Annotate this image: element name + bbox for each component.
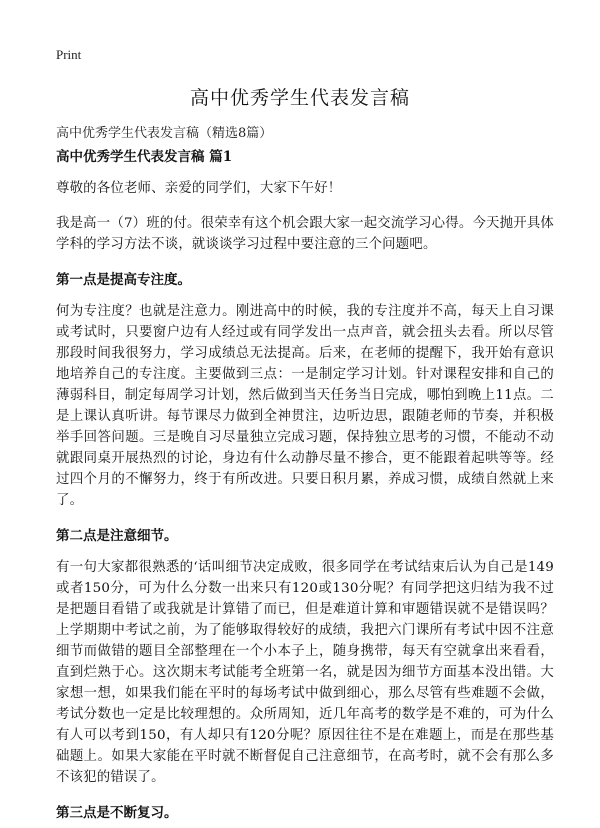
print-label[interactable]: Print xyxy=(56,47,82,62)
greeting-paragraph: 尊敬的各位老师、亲爱的同学们，大家下午好！ xyxy=(56,181,342,196)
section-heading-2: 第二点是注意细节。 xyxy=(56,528,178,544)
article-content xyxy=(56,146,554,824)
intro-paragraph: 我是高一（7）班的付。很荣幸有这个机会跟大家一起交流学习心得。今天抛开具体学科的学习方法不谈，就谈谈学习过程中要注意的三个问题吧。 xyxy=(56,216,554,252)
page-title: 高中优秀学生代表发言稿 xyxy=(189,87,410,109)
document-subtitle: 高中优秀学生代表发言稿（精选8篇） xyxy=(56,126,273,141)
section-body-2: 有一句大家都很熟悉的‘话叫细节决定成败，很多同学在考试结束后认为自己是149或者150分，可为什么分数一出来只有120或130分呢？有同学把这归结为我不过是把题目看错了或我就是计算错了而已，但是难道计算和审题错误就不是错误吗？上学期期中考试之前，为了能够取得较好的成绩，我把六门课所有考试中因不注意细节而做错的题目全部整理在一个小本子上，随身携带，每天有空就拿出来看看，直到烂熟于心。这次期末考试能考全班第一名，就是因为细节方面基本没出错。大家想一想，如果我们能在平时的每场考试中做到细心，那么尽管有些难题不会做，考试分数也一定是比较理想的。众所周知，近几年高考的数学是不难的，可为什么有人可以考到150，有人却只有120分呢？原因往往不是在难题上，而是在那些基础题上。如果大家能在平时就不断督促自己注意细节，在高考时，就不会有那么多不该犯的错误了。 xyxy=(56,560,554,785)
section-heading-1: 第一点是提高专注度。 xyxy=(56,272,191,288)
article-heading: 高中优秀学生代表发言稿 篇1 xyxy=(56,149,233,165)
section-heading-3: 第三点是不断复习。 xyxy=(56,805,178,821)
section-body-1: 何为专注度？也就是注意力。刚进高中的时候，我的专注度并不高，每天上自习课或考试时，只要窗户边有人经过或有同学发出一点声音，就会扭头去看。所以尽管那段时间我很努力，学习成绩总无法提高。后来，在老师的提醒下，我开始有意识地培养自己的专注度。主要做到三点：一是制定学习计划。针对课程安排和自己的薄弱科目，制定每周学习计划，然后做到当天任务当日完成，哪怕到晚上11点。二是上课认真听讲。每节课尽力做到全神贯注，边听边思，跟随老师的节奏，并积极举手回答问题。三是晚自习尽量独立完成习题，保持独立思考的习惯，不能动不动就跟同桌开展热烈的讨论，身边有什么动静尽量不掺合，更不能跟着起哄等等。经过四个月的不懈努力，终于有所改进。只要日积月累，养成习惯，成绩自然就上来了。 xyxy=(56,304,554,508)
